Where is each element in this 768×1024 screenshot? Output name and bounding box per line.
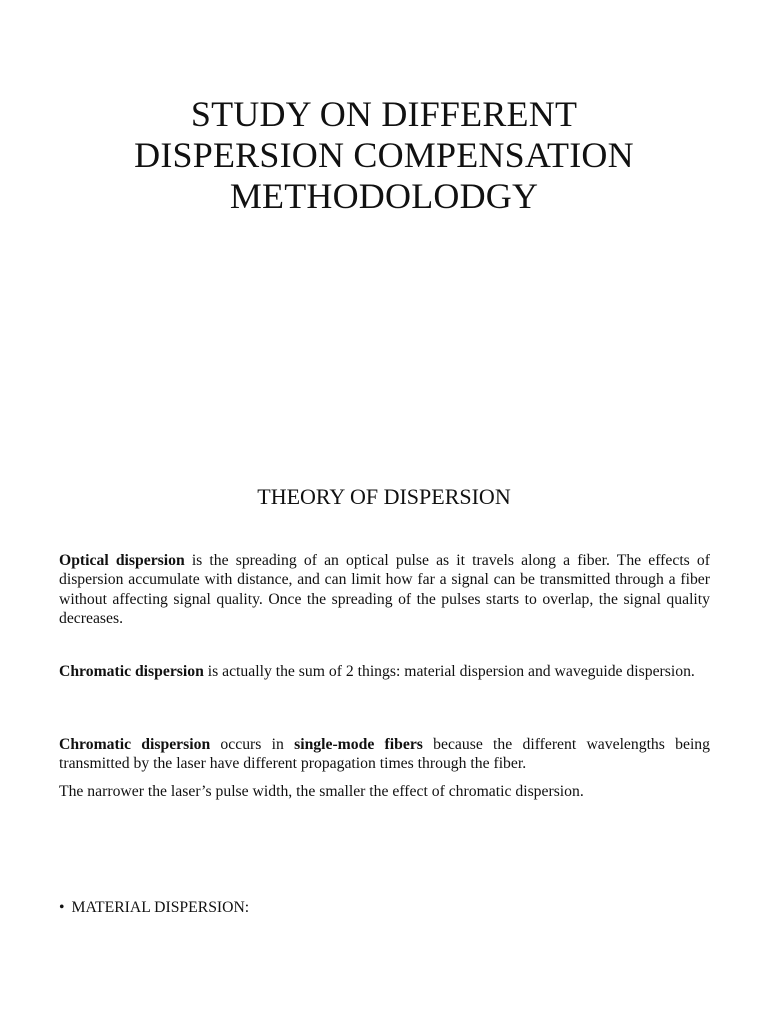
paragraph-text: is the spreading of an optical pulse as it travels along a fiber. The effects of dispersion accumulate with distance, and can limit how far a signal can be transmitted through a fiber without affecting signal quality. Once the spreading of the pulses starts to overlap, the signal quality decreases.: [59, 552, 710, 627]
term-single-mode-fibers: single-mode fibers: [294, 736, 423, 753]
paragraph-optical-dispersion: [59, 551, 710, 628]
topic-list: [59, 898, 249, 917]
term-chromatic-dispersion: Chromatic dispersion: [59, 663, 204, 680]
term-chromatic-dispersion: Chromatic dispersion: [59, 736, 211, 753]
title-line-3: METHODOLODGY: [229, 176, 539, 216]
list-item: [59, 898, 249, 917]
bullet-icon: •: [59, 899, 65, 916]
title-line-2: DISPERSION COMPENSATION: [134, 135, 634, 175]
document-title: [0, 94, 768, 217]
paragraph-text: because the different wavelengths being transmitted by the laser have different propagation times through the fiber.: [59, 736, 710, 773]
paragraph-pulse-width: The narrower the laser’s pulse width, the smaller the effect of chromatic dispersion.: [59, 783, 584, 800]
paragraph-chromatic-dispersion-sum: [59, 662, 710, 681]
title-line-1: STUDY ON DIFFERENT: [190, 94, 578, 134]
section-title: THEORY OF DISPERSION: [257, 484, 511, 509]
paragraph-chromatic-dispersion-cause: [59, 735, 710, 774]
term-optical-dispersion: Optical dispersion: [59, 552, 185, 569]
paragraph-text: is actually the sum of 2 things: material dispersion and waveguide dispersion.: [203, 663, 695, 680]
list-item-label: MATERIAL DISPERSION:: [71, 899, 250, 916]
paragraph-text: occurs in: [210, 736, 295, 753]
